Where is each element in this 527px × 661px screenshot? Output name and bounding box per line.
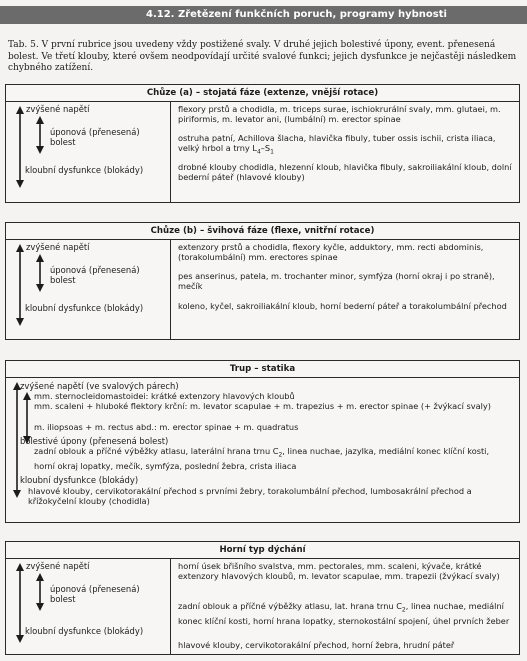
section-title: 4.12. Zřetězení funkčních poruch, programy hybnosti bbox=[146, 9, 447, 20]
label-pain: bolest bbox=[50, 137, 76, 147]
subscript: 4 bbox=[256, 148, 261, 156]
text-insertions-main: zadní oblouk a příčné výběžky atlasu, laterální hrana trnu C bbox=[34, 446, 279, 456]
panel-upper-breathing bbox=[5, 541, 520, 655]
label-painful-insertions: bolestivé úpony (přenesená bolest) bbox=[20, 436, 169, 446]
short-arrow-icon bbox=[35, 116, 45, 154]
panel-walking-stance bbox=[5, 84, 520, 203]
text-insertions bbox=[34, 446, 509, 471]
text-insertions-rest: , linea nuchae, mediální konec klíční kosti, horní hrana lopatky, sternokostální spojení, úhel prvních žeber bbox=[178, 601, 510, 626]
double-arrow-icon bbox=[15, 563, 25, 643]
text-joints: hlavové klouby, cervikotorakální přechod, horní žebra, hrudní páteř bbox=[178, 640, 455, 650]
text-joints: koleno, kyčel, sakroiliakální kloub, horní bederní páteř a torakolumbální přechod bbox=[178, 301, 507, 311]
panel-title: Horní typ dýchání bbox=[6, 542, 519, 559]
panel-title: Chůze (a) – stojatá fáze (extenze, vnější rotace) bbox=[6, 85, 519, 102]
text-insertions-main: ostruha patní, Achillova šlacha, hlavička fibuly, tuber ossis ischii, crista iliaca, velký hrbol a trny L bbox=[178, 133, 496, 153]
panel-title: Chůze (b) – švihová fáze (flexe, vnitřní rotace) bbox=[6, 223, 519, 240]
label-increased-tension: zvýšené napětí bbox=[26, 104, 90, 114]
text-muscle-pair-1: mm. sternocleidomastoidei: krátké extenzory hlavových kloubů bbox=[34, 391, 295, 401]
text-insertions bbox=[178, 601, 513, 626]
column-divider bbox=[170, 102, 171, 202]
text-insertions-main: zadní oblouk a příčné výběžky atlasu, lat. hrana trnu C bbox=[178, 601, 402, 611]
column-divider bbox=[170, 240, 171, 339]
text-muscle-pair-3: m. iliopsoas + m. rectus abd.: m. erector spinae + m. quadratus bbox=[34, 422, 299, 432]
panel-body bbox=[6, 378, 519, 522]
double-arrow-icon bbox=[15, 244, 25, 326]
panel-body bbox=[6, 102, 519, 202]
double-arrow-icon bbox=[15, 106, 25, 188]
label-pain: bolest bbox=[50, 275, 76, 285]
text-insertions: pes anserinus, patela, m. trochanter minor, symfýza (horní okraj i po straně), mečík bbox=[178, 271, 495, 291]
panel-walking-swing bbox=[5, 222, 520, 340]
text-insertions-rest: , linea nuchae, jazylka, mediální konec klíční kosti, horní okraj lopatky, mečík, symfýza, poslední žebra, crista iliaca bbox=[34, 446, 490, 471]
text-muscles: flexory prstů a chodidla, m. triceps surae, ischiokrurální svaly, mm. glutaei, m. piriformis, m. levator ani, (lumbální) m. erector spinae bbox=[178, 104, 501, 124]
short-arrow-icon bbox=[35, 573, 45, 611]
label-joint-dysfunction: kloubní dysfunkce (blokády) bbox=[25, 626, 144, 636]
subscript: 2 bbox=[278, 451, 283, 459]
text-muscle-pair-2: mm. scaleni + hluboké flektory krční: m. levator scapulae + m. trapezius + m. erector spinae (+ žvýkací svaly) bbox=[34, 401, 491, 411]
section-header bbox=[0, 6, 527, 24]
label-increased-tension: zvýšené napětí bbox=[26, 242, 90, 252]
subscript: 2 bbox=[401, 606, 406, 614]
text-joints: hlavové klouby, cervikotorakální přechod s prvními žebry, torakolumbální přechod, lumbosakrální přechod a křížokyčelní klouby (chodidla) bbox=[28, 486, 472, 506]
label-joint-dysfunction: kloubní dysfunkce (blokády) bbox=[25, 303, 144, 313]
label-insertion-pain: úponová (přenesená) bbox=[50, 584, 140, 594]
column-divider bbox=[170, 559, 171, 654]
short-arrow-icon bbox=[35, 254, 45, 292]
text-muscles: extenzory prstů a chodidla, flexory kyčle, adduktory, mm. recti abdominis, (torakolumbální) mm. erectores spinae bbox=[178, 242, 484, 262]
label-insertion-pain: úponová (přenesená) bbox=[50, 127, 140, 137]
text-insertions bbox=[178, 133, 513, 158]
panel-body bbox=[6, 559, 519, 654]
panel-title: Trup – statika bbox=[6, 361, 519, 378]
subscript: 1 bbox=[270, 148, 274, 156]
label-joint-dysfunction: kloubní dysfunkce (blokády) bbox=[25, 165, 144, 175]
label-increased-tension: zvýšené napětí (ve svalových párech) bbox=[20, 381, 179, 391]
text-dash: –S bbox=[260, 143, 271, 153]
panel-trunk-statics bbox=[5, 360, 520, 523]
label-increased-tension: zvýšené napětí bbox=[26, 561, 90, 571]
table-caption: Tab. 5. V první rubrice jsou uvedeny vždy postižené svaly. V druhé jejich bolestivé úpony, event. přenesená bolest. Ve třetí klouby, které ovšem neodpovídají určité svalové funkci; jejich dysfunkce je nejčastěji následkem chybného zatížení. bbox=[8, 40, 517, 73]
label-pain: bolest bbox=[50, 594, 76, 604]
panel-body bbox=[6, 240, 519, 339]
text-muscles: horní úsek břišního svalstva, mm. pectorales, mm. scaleni, kývače, krátké extenzory hlavových kloubů, m. levator scapulae, mm. trapezii (žvýkací svaly) bbox=[178, 561, 500, 581]
text-joints: drobné klouby chodidla, hlezenní kloub, hlavička fibuly, sakroiliakální kloub, dolní bederní páteř (hlavové klouby) bbox=[178, 162, 512, 182]
label-insertion-pain: úponová (přenesená) bbox=[50, 265, 140, 275]
label-joint-dysfunction: kloubní dysfunkce (blokády) bbox=[20, 475, 139, 485]
